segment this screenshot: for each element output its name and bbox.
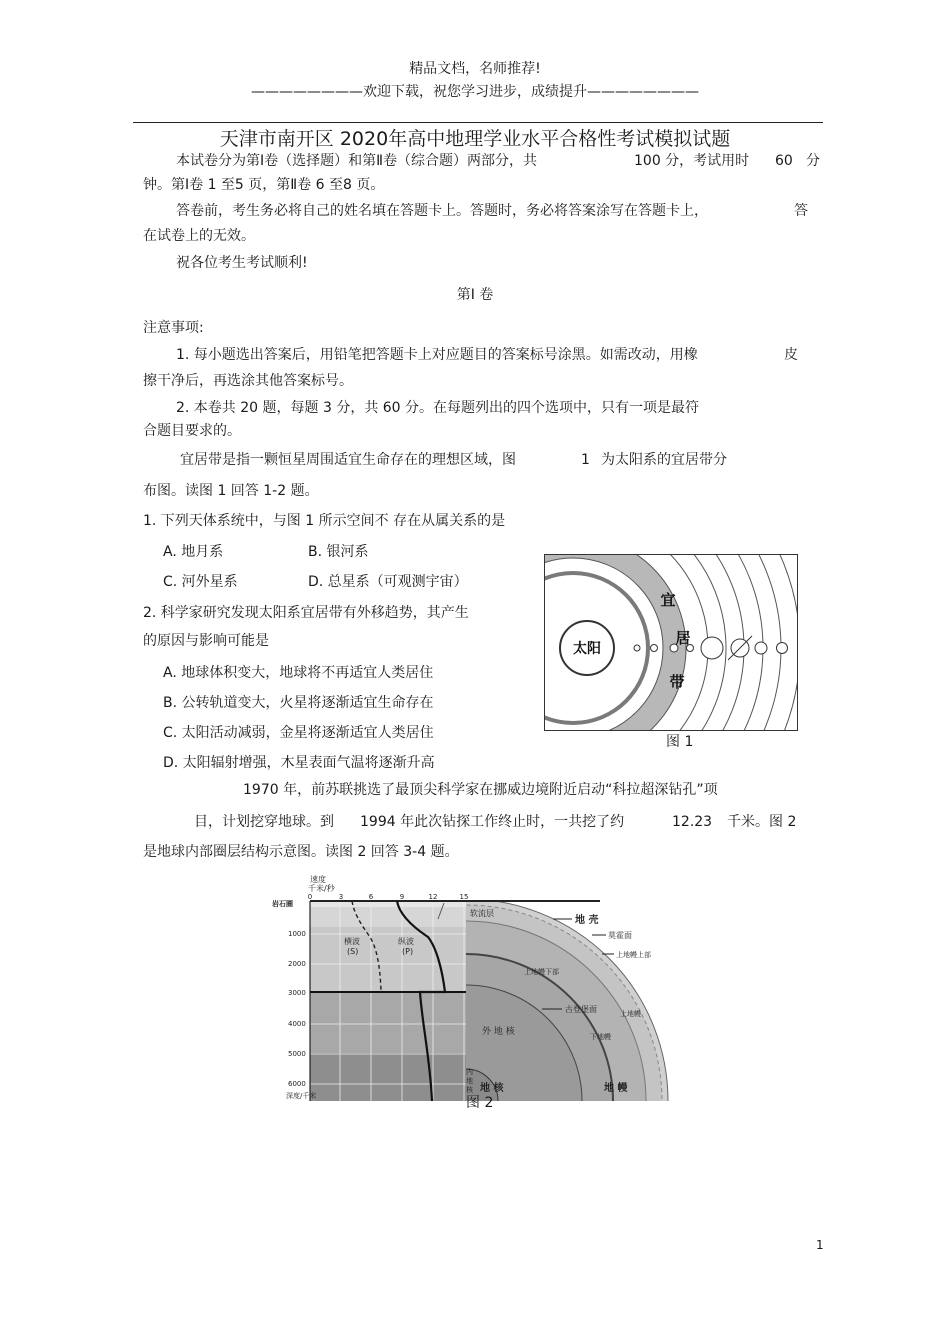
inner-core-label: 地 bbox=[466, 1077, 473, 1085]
depth-tick: 6000 bbox=[288, 1080, 306, 1088]
depth-tick: 岩石圈 bbox=[272, 900, 293, 908]
notes-heading: 注意事项: bbox=[143, 320, 204, 336]
q1-option-a: A. 地月系 bbox=[163, 544, 224, 560]
passage-1: 布图。读图 1 回答 1-2 题。 bbox=[143, 483, 319, 499]
question-2-stem: 的原因与影响可能是 bbox=[143, 633, 269, 649]
passage-2: 12.23 bbox=[672, 814, 713, 830]
planet-neptune bbox=[777, 643, 788, 654]
speed-tick: 9 bbox=[399, 893, 405, 901]
speed-tick: 6 bbox=[368, 893, 374, 901]
asthenosphere-label: 软流层 bbox=[470, 909, 494, 918]
intro-text: 本试卷分为第Ⅰ卷（选择题）和第Ⅱ卷（综合题）两部分，共 bbox=[176, 153, 538, 169]
passage-2: 1970 年，前苏联挑选了最顶尖科学家在挪威边境附近启动“科拉超深钻孔”项 bbox=[243, 782, 718, 798]
depth-tick: 1000 bbox=[288, 930, 306, 938]
passage-2: 千米。图 2 bbox=[727, 814, 797, 830]
question-2-stem: 2. 科学家研究发现太阳系宜居带有外移趋势，其产生 bbox=[143, 605, 469, 621]
depth-bands bbox=[310, 901, 466, 1101]
q2-option-a: A. 地球体积变大，地球将不再适宜人类居住 bbox=[163, 665, 434, 681]
header-line-2: ————————欢迎下载，祝您学习进步，成绩提升———————— bbox=[251, 84, 699, 100]
zone-label: 宜 bbox=[660, 591, 676, 609]
upper-mantle-label: 上地幔 bbox=[620, 1010, 641, 1018]
zone-label: 带 bbox=[669, 673, 685, 691]
passage-2: 是地球内部圈层结构示意图。读图 2 回答 3-4 题。 bbox=[143, 844, 459, 860]
passage-1: 为太阳系的宜居带分 bbox=[601, 452, 727, 468]
moho-label: 莫霍面 bbox=[608, 931, 632, 940]
note-1: 1. 每小题选出答案后，用铅笔把答题卡上对应题目的答案标号涂黑。如需改动，用橡 bbox=[176, 347, 698, 363]
intro-text: 钟。第Ⅰ卷 1 至5 页，第Ⅱ卷 6 至8 页。 bbox=[143, 177, 385, 193]
header-line-1: 精品文档，名师推荐! bbox=[409, 61, 541, 77]
core-label: 地 核 bbox=[480, 1083, 504, 1094]
q2-option-b: B. 公转轨道变大，火星将逐渐适宜生命存在 bbox=[163, 695, 434, 711]
depth-axis-label: 深度/千米 bbox=[286, 1092, 317, 1100]
inner-core-label: 内 bbox=[466, 1068, 473, 1076]
speed-axis-label: 千米/秒 bbox=[308, 884, 335, 893]
speed-tick: 12 bbox=[428, 893, 438, 901]
speed-tick: 0 bbox=[307, 893, 313, 901]
upper-mantle-bottom-label: 上地幔下部 bbox=[524, 968, 559, 976]
outer-core-label: 外 地 核 bbox=[482, 1027, 515, 1037]
speed-axis-label: 速度 bbox=[310, 875, 326, 884]
intro-text: 祝各位考生考试顺利! bbox=[176, 255, 308, 271]
depth-tick: 2000 bbox=[288, 960, 306, 968]
planet-jupiter bbox=[701, 637, 723, 659]
header-divider bbox=[133, 122, 823, 123]
passage-2: 1994 年此次钻探工作终止时，一共挖了约 bbox=[360, 814, 625, 830]
section-heading: 第Ⅰ 卷 bbox=[456, 287, 494, 303]
habitable-zone-figure bbox=[544, 554, 798, 731]
depth-tick: 3000 bbox=[288, 989, 306, 997]
q2-option-c: C. 太阳活动减弱，金星将逐渐适宜人类居住 bbox=[163, 725, 434, 741]
q1-option-d: D. 总星系（可观测宇宙） bbox=[308, 574, 468, 590]
intro-text: 分 bbox=[806, 153, 820, 169]
note-2: 合题目要求的。 bbox=[143, 423, 241, 439]
earth-interior-figure bbox=[270, 873, 674, 1101]
gutenberg-label: 古登堡面 bbox=[565, 1005, 597, 1014]
intro-text: 60 bbox=[775, 153, 793, 169]
note-1: 皮 bbox=[784, 347, 798, 363]
page-number: 1 bbox=[816, 1238, 824, 1252]
zone-label: 居 bbox=[675, 629, 691, 647]
question-1-stem: 1. 下列天体系统中，与图 1 所示空间不 存在从属关系的是 bbox=[143, 513, 506, 529]
planet-venus bbox=[651, 645, 658, 652]
figure-2-caption: 图 2 bbox=[466, 1095, 494, 1111]
passage-2: 目，计划挖穿地球。到 bbox=[194, 814, 334, 830]
s-wave-label: 横波 bbox=[344, 937, 360, 946]
note-2: 2. 本卷共 20 题，每题 3 分，共 60 分。在每题列出的四个选项中，只有一项是最符 bbox=[176, 400, 700, 416]
lower-mantle-label: 下地幔 bbox=[590, 1033, 611, 1041]
intro-text: 答 bbox=[794, 203, 808, 219]
figure-1-caption: 图 1 bbox=[666, 734, 694, 750]
mantle-label: 地 幔 bbox=[604, 1083, 628, 1094]
planet-uranus bbox=[755, 642, 767, 654]
depth-tick: 4000 bbox=[288, 1020, 306, 1028]
page-title: 天津市南开区 2020年高中地理学业水平合格性考试模拟试题 bbox=[219, 128, 731, 150]
intro-text: 100 分，考试用时 bbox=[634, 153, 750, 169]
intro-text: 答卷前，考生务必将自己的姓名填在答题卡上。答题时，务必将答案涂写在答题卡上， bbox=[176, 203, 708, 219]
crust-label: 地 壳 bbox=[575, 915, 599, 926]
upper-mantle-top-label: 上地幔上部 bbox=[616, 951, 651, 959]
speed-tick: 15 bbox=[459, 893, 469, 901]
speed-tick: 3 bbox=[338, 893, 344, 901]
planet-mercury bbox=[634, 645, 640, 651]
depth-tick: 5000 bbox=[288, 1050, 306, 1058]
q1-option-c: C. 河外星系 bbox=[163, 574, 238, 590]
s-wave-label: (S) bbox=[347, 947, 359, 956]
q1-option-b: B. 银河系 bbox=[308, 544, 369, 560]
q2-option-d: D. 太阳辐射增强，木星表面气温将逐渐升高 bbox=[163, 755, 435, 771]
passage-1: 1 bbox=[581, 452, 590, 468]
note-1: 擦干净后，再选涂其他答案标号。 bbox=[143, 373, 353, 389]
intro-text: 在试卷上的无效。 bbox=[143, 228, 255, 244]
p-wave-label: 纵波 bbox=[398, 937, 414, 946]
p-wave-label: (P) bbox=[402, 947, 414, 956]
inner-core-label: 核 bbox=[466, 1086, 473, 1094]
passage-1: 宜居带是指一颗恒星周围适宜生命存在的理想区域，图 bbox=[180, 452, 516, 468]
sun-label: 太阳 bbox=[573, 641, 601, 657]
